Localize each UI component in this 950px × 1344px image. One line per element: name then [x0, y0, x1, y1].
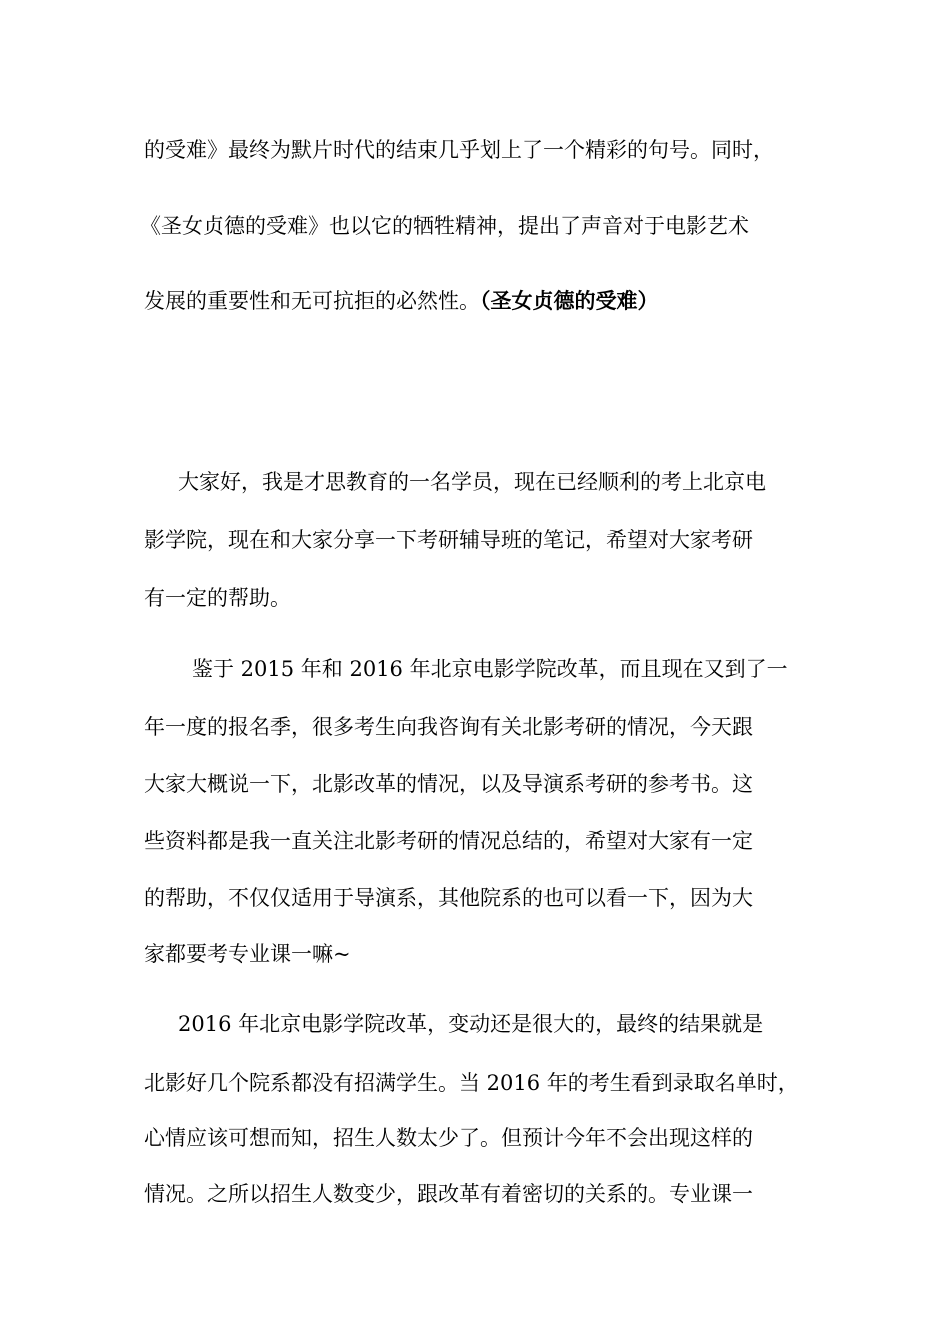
- text-line: 大家大概说一下，北影改革的情况，以及导演系考研的参考书。这: [144, 772, 753, 796]
- text-line: 情况。之所以招生人数变少，跟改革有着密切的关系的。专业课一: [144, 1182, 753, 1206]
- text-line: 北影好几个院系都没有招满学生。当 2016 年的考生看到录取名单时，: [144, 1071, 799, 1095]
- text-line: 的受难》最终为默片时代的结束几乎划上了一个精彩的句号。同时，: [144, 138, 774, 162]
- bold-title-span: （圣女贞德的受难）: [480, 288, 659, 313]
- text-line: 大家好，我是才思教育的一名学员，现在已经顺利的考上北京电: [178, 470, 766, 494]
- text-line: 年一度的报名季，很多考生向我咨询有关北影考研的情况，今天跟: [144, 715, 753, 739]
- text-line: 《圣女贞德的受难》也以它的牺牲精神，提出了声音对于电影艺术: [140, 214, 749, 238]
- text-line: 有一定的帮助。: [144, 586, 291, 610]
- text-line: 家都要考专业课一嘛~: [144, 942, 351, 966]
- text-line: 2016 年北京电影学院改革，变动还是很大的，最终的结果就是: [178, 1012, 764, 1036]
- text-line: 影学院，现在和大家分享一下考研辅导班的笔记，希望对大家考研: [144, 528, 753, 552]
- text-line: 心情应该可想而知，招生人数太少了。但预计今年不会出现这样的: [144, 1126, 753, 1150]
- text-span: 发展的重要性和无可抗拒的必然性。: [144, 289, 480, 313]
- text-line: 些资料都是我一直关注北影考研的情况总结的，希望对大家有一定: [144, 829, 753, 853]
- text-line: 的帮助，不仅仅适用于导演系，其他院系的也可以看一下，因为大: [144, 886, 753, 910]
- text-line: [144, 287, 659, 315]
- text-line: 鉴于 2015 年和 2016 年北京电影学院改革，而且现在又到了一: [192, 657, 788, 681]
